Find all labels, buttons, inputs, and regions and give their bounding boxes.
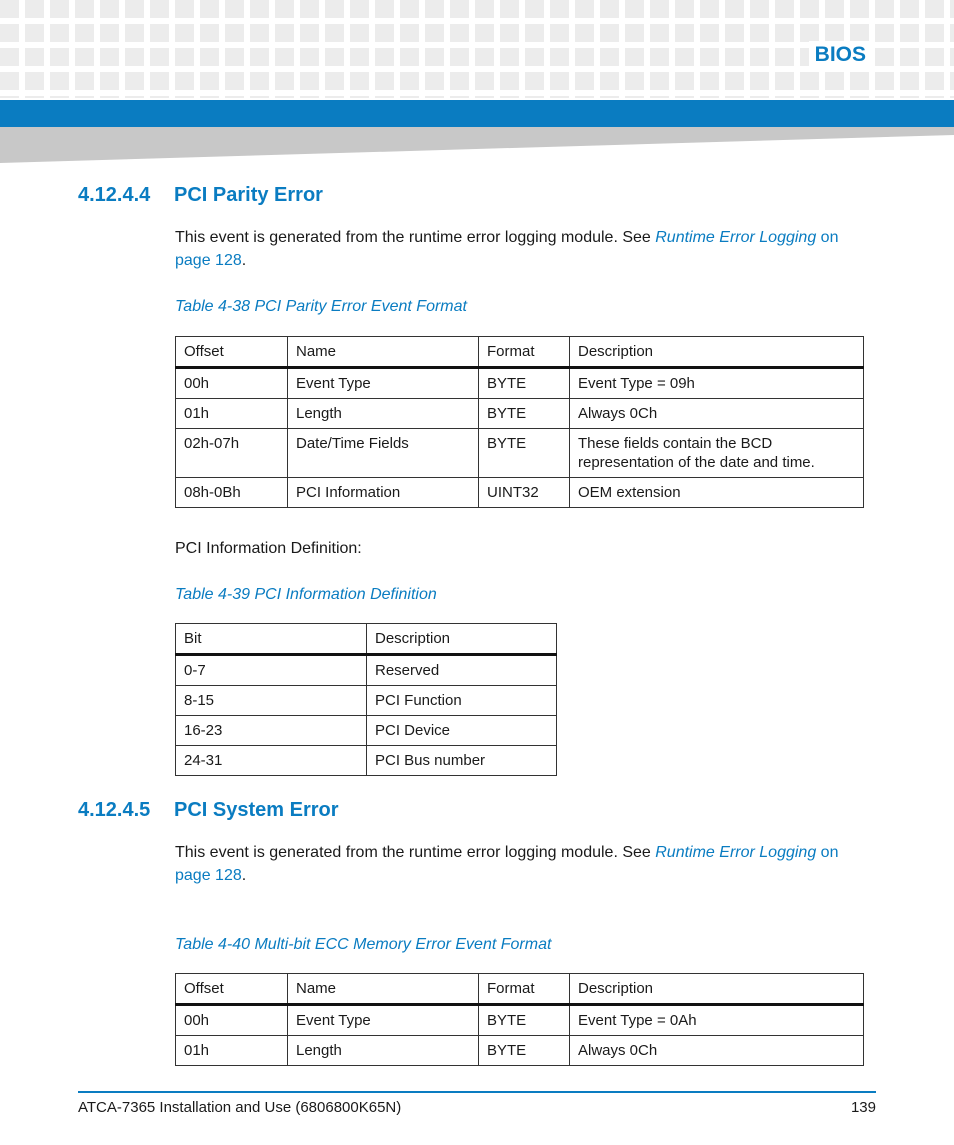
table-cell: PCI Function — [367, 686, 557, 716]
table-cell: 01h — [176, 1036, 288, 1066]
table-cell: 24-31 — [176, 746, 367, 776]
column-header: Description — [367, 624, 557, 655]
column-header: Description — [570, 337, 864, 368]
section-heading-pci-parity-error: 4.12.4.4 PCI Parity Error — [78, 184, 323, 206]
table-cell: PCI Bus number — [367, 746, 557, 776]
column-header: Name — [288, 974, 479, 1005]
table-cell: 02h-07h — [176, 429, 288, 478]
table-cell: BYTE — [479, 368, 570, 399]
footer-rule — [78, 1091, 876, 1093]
table-cell: UINT32 — [479, 478, 570, 508]
table-row — [176, 716, 557, 746]
table-row — [176, 1005, 864, 1036]
table-cell: OEM extension — [570, 478, 864, 508]
table-caption: Table 4-38 PCI Parity Error Event Format — [175, 298, 467, 315]
table-cell: Date/Time Fields — [288, 429, 479, 478]
pci-definition-label: PCI Information Definition: — [175, 540, 362, 557]
table-cell: Event Type — [288, 368, 479, 399]
table-row — [176, 746, 557, 776]
table-cell: BYTE — [479, 399, 570, 429]
table-caption: Table 4-40 Multi-bit ECC Memory Error Event Format — [175, 936, 552, 953]
table-row — [176, 399, 864, 429]
table-cell: BYTE — [479, 429, 570, 478]
table-cell: Length — [288, 399, 479, 429]
table-cell: Event Type = 0Ah — [570, 1005, 864, 1036]
header-wedge — [0, 127, 954, 163]
pci-parity-error-table — [175, 336, 864, 508]
header-bar — [0, 100, 954, 127]
table-row — [176, 368, 864, 399]
table-cell: BYTE — [479, 1005, 570, 1036]
table-cell: 00h — [176, 368, 288, 399]
table-cell: Length — [288, 1036, 479, 1066]
table-cell: PCI Information — [288, 478, 479, 508]
table-cell: Reserved — [367, 655, 557, 686]
section-paragraph: This event is generated from the runtime error logging module. See Runtime Error Logging on page 128. — [175, 229, 839, 269]
table-cell: Always 0Ch — [570, 399, 864, 429]
table-cell: BYTE — [479, 1036, 570, 1066]
table-cell: Event Type — [288, 1005, 479, 1036]
table-cell: Always 0Ch — [570, 1036, 864, 1066]
column-header: Offset — [176, 974, 288, 1005]
chapter-label: BIOS — [809, 41, 872, 69]
table-row — [176, 1036, 864, 1066]
column-header: Format — [479, 337, 570, 368]
runtime-error-logging-link[interactable]: Runtime Error Logging on page 128 — [175, 229, 839, 269]
footer-document-title: ATCA-7365 Installation and Use (6806800K65N) — [78, 1099, 402, 1116]
table-row — [176, 478, 864, 508]
multi-bit-ecc-error-table — [175, 973, 864, 1066]
table-cell: 00h — [176, 1005, 288, 1036]
runtime-error-logging-link[interactable]: Runtime Error Logging on page 128 — [175, 844, 839, 884]
table-caption: Table 4-39 PCI Information Definition — [175, 586, 437, 603]
table-cell: PCI Device — [367, 716, 557, 746]
table-row — [176, 686, 557, 716]
column-header: Bit — [176, 624, 367, 655]
table-cell: 16-23 — [176, 716, 367, 746]
table-cell: 0-7 — [176, 655, 367, 686]
section-paragraph: This event is generated from the runtime error logging module. See Runtime Error Logging on page 128. — [175, 844, 839, 884]
table-cell: 01h — [176, 399, 288, 429]
column-header: Format — [479, 974, 570, 1005]
pci-information-definition-table — [175, 623, 557, 776]
table-row — [176, 655, 557, 686]
table-row — [176, 429, 864, 478]
table-cell: 08h-0Bh — [176, 478, 288, 508]
table-cell: 8-15 — [176, 686, 367, 716]
column-header: Name — [288, 337, 479, 368]
column-header: Description — [570, 974, 864, 1005]
table-cell: These fields contain the BCD representation of the date and time. — [570, 429, 864, 478]
column-header: Offset — [176, 337, 288, 368]
page-number: 139 — [850, 1099, 876, 1116]
table-cell: Event Type = 09h — [570, 368, 864, 399]
section-heading-pci-system-error: 4.12.4.5 PCI System Error — [78, 799, 339, 821]
